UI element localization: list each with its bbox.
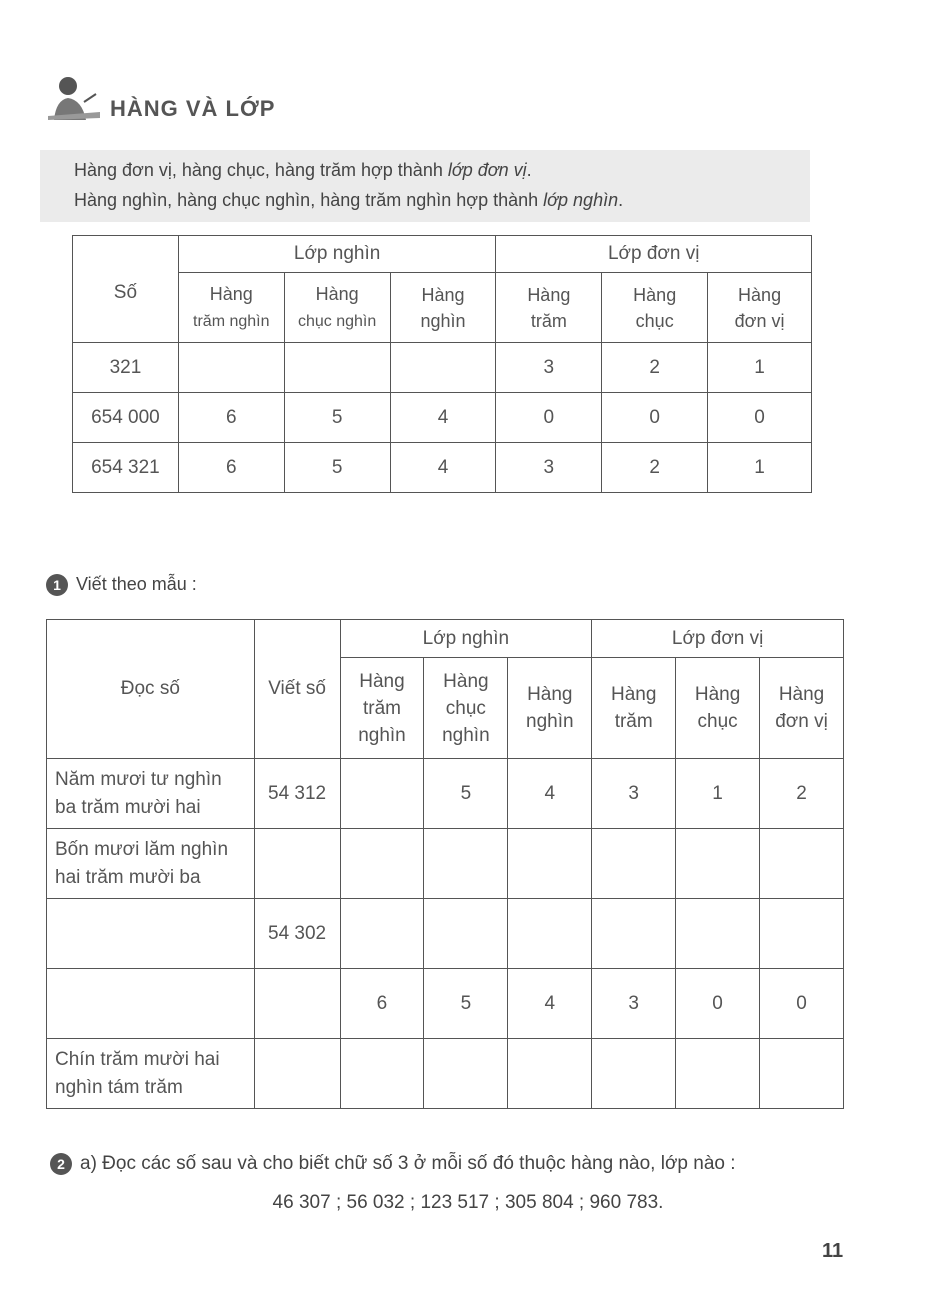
cell: 0 — [676, 969, 760, 1039]
cell-doc-so — [47, 899, 255, 969]
header-hang-chuc: Hàng chục — [676, 658, 760, 759]
cell — [592, 1039, 676, 1109]
cell: 6 — [178, 443, 284, 493]
cell — [676, 829, 760, 899]
header-hang-tram: Hàng trăm — [592, 658, 676, 759]
cell: 5 — [284, 393, 390, 443]
cell: 2 — [602, 443, 708, 493]
cell — [592, 829, 676, 899]
header-hang-don-vi: Hàng đơn vị — [708, 273, 812, 343]
cell-so: 654 321 — [73, 443, 179, 493]
cell-viet-so — [254, 829, 340, 899]
cell — [508, 899, 592, 969]
exercise-number-badge: 1 — [46, 574, 68, 596]
cell-doc-so: Chín trăm mười hai nghìn tám trăm — [47, 1039, 255, 1109]
header-hang-chuc-nghin: Hàng chục nghìn — [284, 273, 390, 343]
col-viet-so-header: Viết số — [254, 620, 340, 759]
cell: 6 — [340, 969, 424, 1039]
cell — [424, 899, 508, 969]
group-lop-don-vi: Lớp đơn vị — [592, 620, 844, 658]
cell — [390, 343, 496, 393]
cell-so: 321 — [73, 343, 179, 393]
table-row — [47, 969, 844, 1039]
exercise-1-table — [46, 619, 844, 1109]
header-hang-chuc-nghin: Hàng chục nghìn — [424, 658, 508, 759]
cell — [340, 1039, 424, 1109]
cell: 3 — [496, 443, 602, 493]
cell: 1 — [708, 443, 812, 493]
cell-doc-so: Năm mươi tư nghìn ba trăm mười hai — [47, 759, 255, 829]
exercise-1-heading — [46, 574, 197, 596]
cell — [340, 899, 424, 969]
cell: 0 — [602, 393, 708, 443]
cell — [760, 899, 844, 969]
cell — [340, 759, 424, 829]
section-title: HÀNG VÀ LỚP — [110, 96, 276, 121]
table-row — [73, 443, 812, 493]
table-row — [47, 1039, 844, 1109]
cell — [284, 343, 390, 393]
cell-viet-so: 54 302 — [254, 899, 340, 969]
cell: 0 — [496, 393, 602, 443]
place-value-table — [72, 235, 812, 493]
cell — [676, 1039, 760, 1109]
cell-so: 654 000 — [73, 393, 179, 443]
cell: 3 — [496, 343, 602, 393]
cell: 4 — [390, 393, 496, 443]
table-row — [47, 829, 844, 899]
page-number: 11 — [822, 1240, 844, 1262]
cell — [178, 343, 284, 393]
cell: 0 — [708, 393, 812, 443]
cell: 2 — [760, 759, 844, 829]
header-hang-tram: Hàng trăm — [496, 273, 602, 343]
cell-viet-so — [254, 1039, 340, 1109]
cell: 6 — [178, 393, 284, 443]
cell — [676, 899, 760, 969]
group-lop-nghin: Lớp nghìn — [340, 620, 592, 658]
header-hang-nghin: Hàng nghìn — [390, 273, 496, 343]
cell — [760, 829, 844, 899]
cell: 1 — [708, 343, 812, 393]
rule-line-2: Hàng nghìn, hàng chục nghìn, hàng trăm nghìn hợp thành lớp nghìn. — [74, 190, 624, 210]
cell: 4 — [508, 759, 592, 829]
group-lop-nghin: Lớp nghìn — [178, 236, 496, 273]
cell: 5 — [284, 443, 390, 493]
exercise-2-numbers: 46 307 ; 56 032 ; 123 517 ; 305 804 ; 960 783. — [272, 1192, 664, 1213]
cell: 4 — [390, 443, 496, 493]
exercise-2-instruction: a) Đọc các số sau và cho biết chữ số 3 ở mỗi số đó thuộc hàng nào, lớp nào : — [80, 1153, 736, 1175]
cell-viet-so: 54 312 — [254, 759, 340, 829]
header-hang-don-vi: Hàng đơn vị — [760, 658, 844, 759]
cell: 4 — [508, 969, 592, 1039]
cell: 2 — [602, 343, 708, 393]
cell: 3 — [592, 969, 676, 1039]
cell — [424, 829, 508, 899]
header-hang-tram-nghin: Hàng trăm nghìn — [178, 273, 284, 343]
header-hang-tram-nghin: Hàng trăm nghìn — [340, 658, 424, 759]
cell: 0 — [760, 969, 844, 1039]
table-row — [47, 759, 844, 829]
table-row — [73, 343, 812, 393]
cell-doc-so: Bốn mươi lăm nghìn hai trăm mười ba — [47, 829, 255, 899]
cell — [340, 829, 424, 899]
group-lop-don-vi: Lớp đơn vị — [496, 236, 812, 273]
exercise-1-instruction: Viết theo mẫu : — [76, 574, 197, 594]
exercise-number-badge: 2 — [50, 1153, 72, 1175]
col-doc-so-header: Đọc số — [47, 620, 255, 759]
cell — [760, 1039, 844, 1109]
header-hang-chuc: Hàng chục — [602, 273, 708, 343]
cell — [508, 1039, 592, 1109]
table-row — [73, 393, 812, 443]
cell: 1 — [676, 759, 760, 829]
boy-mascot-icon — [44, 72, 104, 122]
cell-doc-so — [47, 969, 255, 1039]
cell: 5 — [424, 759, 508, 829]
rule-line-1: Hàng đơn vị, hàng chục, hàng trăm hợp thành lớp đơn vị. — [74, 160, 532, 180]
cell-viet-so — [254, 969, 340, 1039]
header-hang-nghin: Hàng nghìn — [508, 658, 592, 759]
exercise-2-heading — [50, 1153, 736, 1175]
cell — [424, 1039, 508, 1109]
cell — [508, 829, 592, 899]
cell: 3 — [592, 759, 676, 829]
cell: 5 — [424, 969, 508, 1039]
cell — [592, 899, 676, 969]
table-row — [47, 899, 844, 969]
col-so-header: Số — [73, 236, 179, 343]
